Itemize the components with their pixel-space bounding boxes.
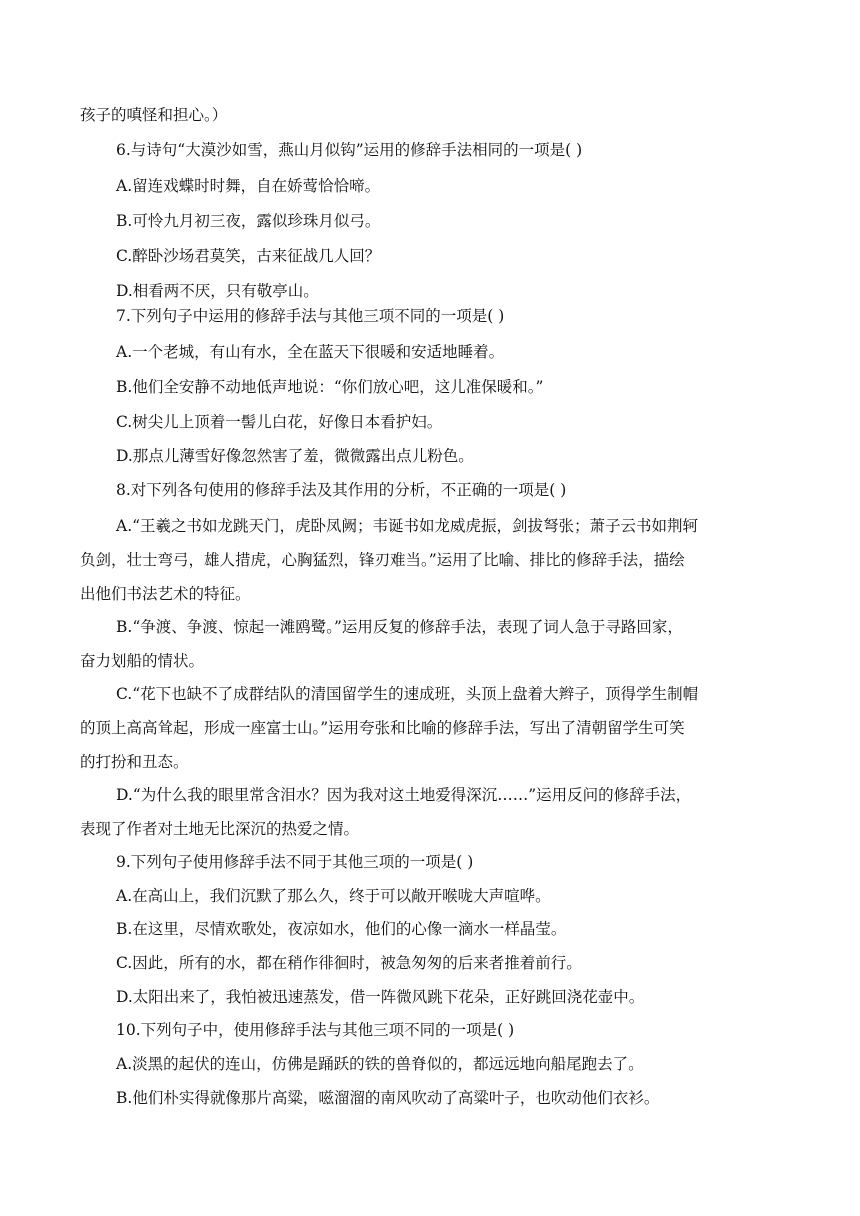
question-6-option-a: A.留连戏蝶时时舞，自在娇莺恰恰啼。	[116, 177, 381, 195]
question-8-option-a-line3: 出他们书法艺术的特征。	[80, 585, 251, 603]
question-9-stem: 9.下列句子使用修辞手法不同于其他三项的一项是( )	[116, 853, 474, 871]
question-7-option-c: C.树尖儿上顶着一髻儿白花，好像日本看护妇。	[116, 413, 443, 431]
question-8-option-c-line2: 的顶上高高耸起，形成一座富士山。”运用夸张和比喻的修辞手法，写出了清朝留学生可笑	[80, 719, 685, 737]
question-7-stem: 7.下列句子中运用的修辞手法与其他三项不同的一项是( )	[116, 307, 505, 325]
question-8-option-c-line1: C.“花下也缺不了成群结队的清国留学生的速成班，头顶上盘着大辫子，顶得学生制帽	[116, 685, 699, 703]
question-8-option-d-line1: D.“为什么我的眼里常含泪水？因为我对这土地爱得深沉……”运用反问的修辞手法，	[116, 786, 692, 804]
question-10-option-b: B.他们朴实得就像那片高粱，嗞溜溜的南风吹动了高粱叶子，也吹动他们衣衫。	[116, 1089, 660, 1107]
question-8-option-b-line2: 奋力划船的情状。	[80, 652, 205, 670]
question-6-option-d: D.相看两不厌，只有敬亭山。	[116, 282, 319, 300]
question-6-stem: 6.与诗句“大漠沙如雪，燕山月似钩”运用的修辞手法相同的一项是( )	[116, 141, 583, 159]
question-7-option-b: B.他们全安静不动地低声地说：“你们放心吧，这儿准保暖和。”	[116, 378, 544, 396]
question-8-option-a-line2: 负剑，壮士弯弓，雄人措虎，心胸猛烈，锋刃难当。”运用了比喻、排比的修辞手法，描绘	[80, 551, 685, 569]
question-7-option-a: A.一个老城，有山有水，全在蓝天下很暖和安适地睡着。	[116, 343, 505, 361]
question-8-option-a-line1: A.“王羲之书如龙跳天门，虎卧凤阙；韦诞书如龙威虎振，剑拔弩张；萧子云书如荆轲	[116, 517, 699, 535]
question-9-option-d: D.太阳出来了，我怕被迅速蒸发，借一阵微风跳下花朵，正好跳回浇花壶中。	[116, 988, 645, 1006]
question-10-option-a: A.淡黑的起伏的连山，仿佛是踊跃的铁的兽脊似的，都远远地向船尾跑去了。	[116, 1055, 644, 1073]
question-8-option-b-line1: B.“争渡、争渡、惊起一滩鸥鹭。”运用反复的修辞手法，表现了词人急于寻路回家，	[116, 618, 683, 636]
question-10-stem: 10.下列句子中，使用修辞手法与其他三项不同的一项是( )	[116, 1021, 515, 1039]
question-6-option-c: C.醉卧沙场君莫笑，古来征战几人回？	[116, 247, 381, 265]
text-line-1: 孩子的嗔怪和担心。）	[80, 106, 228, 124]
question-9-option-c: C.因此，所有的水，都在稍作徘徊时，被急匆匆的后来者推着前行。	[116, 954, 582, 972]
question-8-option-d-line2: 表现了作者对土地无比深沉的热爱之情。	[80, 820, 360, 838]
question-6-option-b: B.可怜九月初三夜，露似珍珠月似弓。	[116, 212, 381, 230]
question-9-option-b: B.在这里，尽情欢歌处，夜凉如水，他们的心像一滴水一样晶莹。	[116, 920, 567, 938]
question-9-option-a: A.在高山上，我们沉默了那么久，终于可以敞开喉咙大声喧哗。	[116, 887, 551, 905]
question-8-option-c-line3: 的打扮和丑态。	[80, 753, 189, 771]
question-8-stem: 8.对下列各句使用的修辞手法及其作用的分析，不正确的一项是( )	[116, 481, 567, 499]
question-7-option-d: D.那点儿薄雪好像忽然害了羞，微微露出点儿粉色。	[116, 447, 474, 465]
